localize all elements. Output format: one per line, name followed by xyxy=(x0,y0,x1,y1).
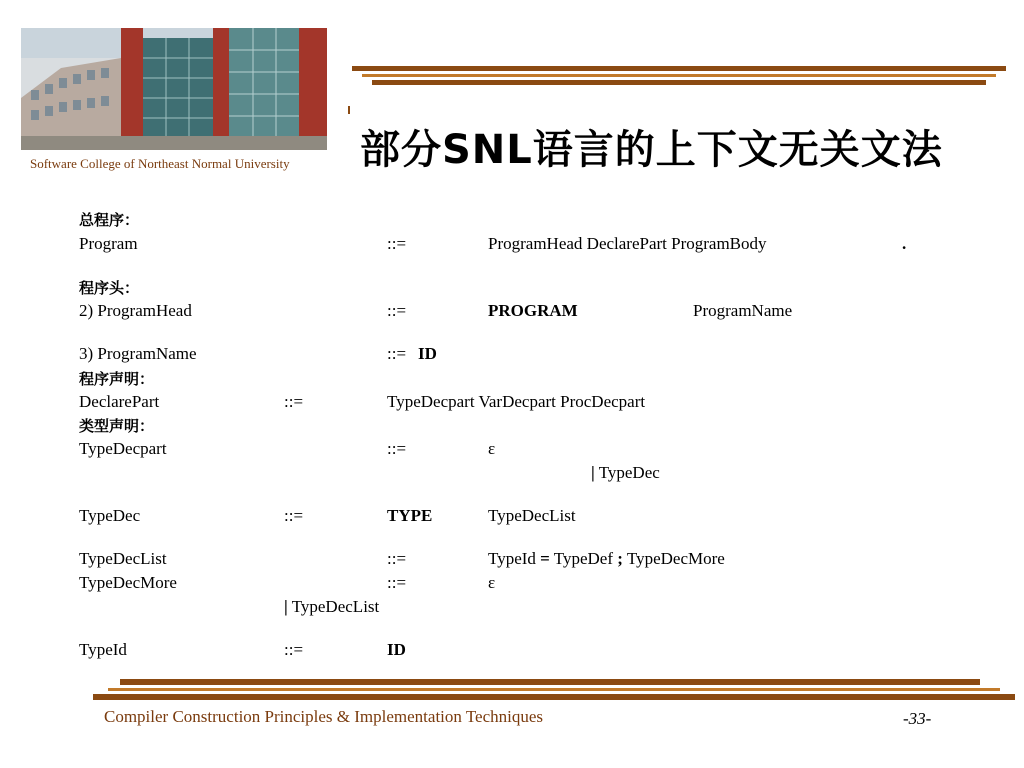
rule-left: DeclarePart xyxy=(79,392,160,411)
bottom-divider-bar xyxy=(93,694,1015,700)
rule-right: ε xyxy=(488,439,496,458)
section-heading: 总程序： xyxy=(79,211,140,229)
bottom-divider-bar xyxy=(120,679,980,685)
rule-operator: ::= xyxy=(387,573,407,592)
section-heading: 类型声明： xyxy=(79,417,155,435)
rule-operator: ::= xyxy=(387,301,407,320)
course-title: Compiler Construction Principles & Implementation Techniques xyxy=(104,707,544,726)
rule-left: Program xyxy=(79,234,138,253)
rule-operator: ::= xyxy=(284,506,304,525)
alt-bar: | xyxy=(284,597,288,616)
rule-right: ProgramHead DeclarePart ProgramBody xyxy=(488,234,767,253)
top-divider-bar xyxy=(372,80,986,85)
rule-operator: ::= xyxy=(387,439,407,458)
alt-text: TypeDec xyxy=(594,463,660,482)
rule-keyword: ID xyxy=(418,344,437,363)
rule-keyword: TYPE xyxy=(387,506,433,525)
rule-operator: ::= xyxy=(387,234,407,253)
rule-operator: ::= xyxy=(387,549,407,568)
alt-bar: | xyxy=(591,463,595,482)
rule-terminal-dot: . xyxy=(902,234,907,253)
rule-operator: ::= xyxy=(284,392,304,411)
rule-alternative xyxy=(591,463,660,483)
bottom-divider-bar xyxy=(108,688,1000,691)
rule-right: ProgramName xyxy=(693,301,793,320)
page-number: -33- xyxy=(903,709,932,728)
alt-text: TypeDecList xyxy=(287,597,380,616)
top-divider-bar xyxy=(352,66,1006,71)
rule-left: 3) ProgramName xyxy=(79,344,197,363)
rule-right xyxy=(488,549,725,569)
rule-left: 2) ProgramHead xyxy=(79,301,192,320)
rule-equals: = xyxy=(540,549,550,568)
rule-left: TypeDec xyxy=(79,506,141,525)
rule-left: TypeId xyxy=(79,640,127,659)
title-tick-mark xyxy=(348,106,350,114)
rule-right: TypeDecList xyxy=(488,506,576,525)
college-name: Software College of Northeast Normal University xyxy=(30,156,290,171)
section-heading: 程序声明： xyxy=(79,370,155,388)
top-divider-bar xyxy=(362,74,996,77)
rule-keyword: ID xyxy=(387,640,406,659)
rule-operator: ::= xyxy=(387,344,407,363)
rule-right: TypeDecpart VarDecpart ProcDecpart xyxy=(387,392,646,411)
slide-title: 部分SNL语言的上下文无关文法 xyxy=(360,127,943,173)
rule-part: TypeDecMore xyxy=(622,549,725,568)
campus-building-photo xyxy=(21,28,327,150)
rule-part: TypeDef xyxy=(549,549,618,568)
rule-right: ε xyxy=(488,573,496,592)
rule-alternative xyxy=(284,597,379,617)
rule-operator: ::= xyxy=(284,640,304,659)
rule-semicolon: ; xyxy=(617,549,623,568)
rule-left: TypeDecList xyxy=(79,549,167,568)
rule-part: TypeId xyxy=(488,549,541,568)
rule-left: TypeDecpart xyxy=(79,439,167,458)
rule-keyword: PROGRAM xyxy=(488,301,578,320)
section-heading: 程序头： xyxy=(79,279,140,297)
rule-left: TypeDecMore xyxy=(79,573,177,592)
